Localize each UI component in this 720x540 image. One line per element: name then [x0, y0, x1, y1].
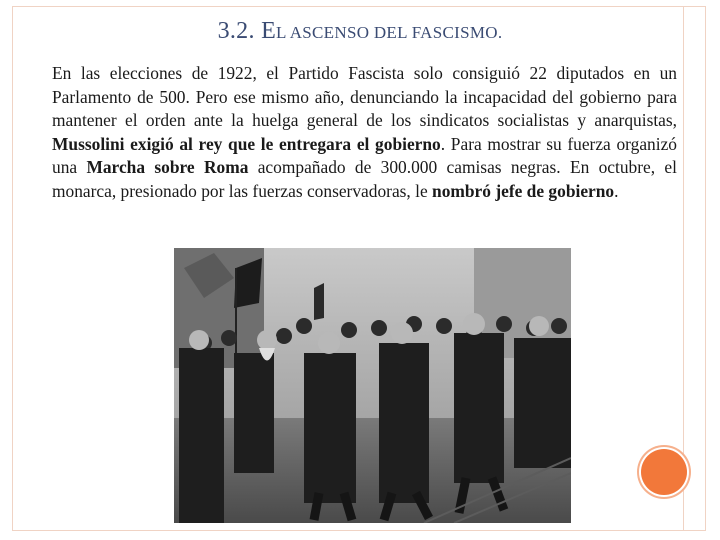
title-rest: L ASCENSO DEL FASCISMO.	[276, 23, 503, 42]
slide-paragraph	[52, 62, 677, 204]
accent-circle	[641, 449, 687, 495]
slide-title	[0, 18, 720, 45]
paragraph-text-3: acompañado de 300.000 camisas negras. En octubre, el monarca, presionado por las fuerzas conservadoras, le	[52, 157, 677, 201]
frame-line	[683, 6, 684, 531]
paragraph-bold-1: Mussolini exigió al rey que le entregara el gobierno	[52, 133, 441, 154]
paragraph-bold-3: nombró jefe de gobierno	[432, 180, 615, 201]
paragraph-bold-2: Marcha sobre Roma	[86, 157, 249, 178]
paragraph-text-2: . Para mostrar su fuerza organizó una	[52, 133, 677, 178]
paragraph-text-4: .	[614, 180, 619, 201]
title-prefix: 3.2. E	[217, 18, 277, 44]
march-on-rome-photo	[174, 248, 571, 523]
paragraph-text-1: En las elecciones de 1922, el Partido Fascista solo consiguió 22 diputados en un Parlamento de 500. Pero ese mismo año, denunciando la incapacidad del gobierno para mantener el orden ante la huelga general de los sindicatos socialistas y anarquistas,	[52, 63, 677, 131]
